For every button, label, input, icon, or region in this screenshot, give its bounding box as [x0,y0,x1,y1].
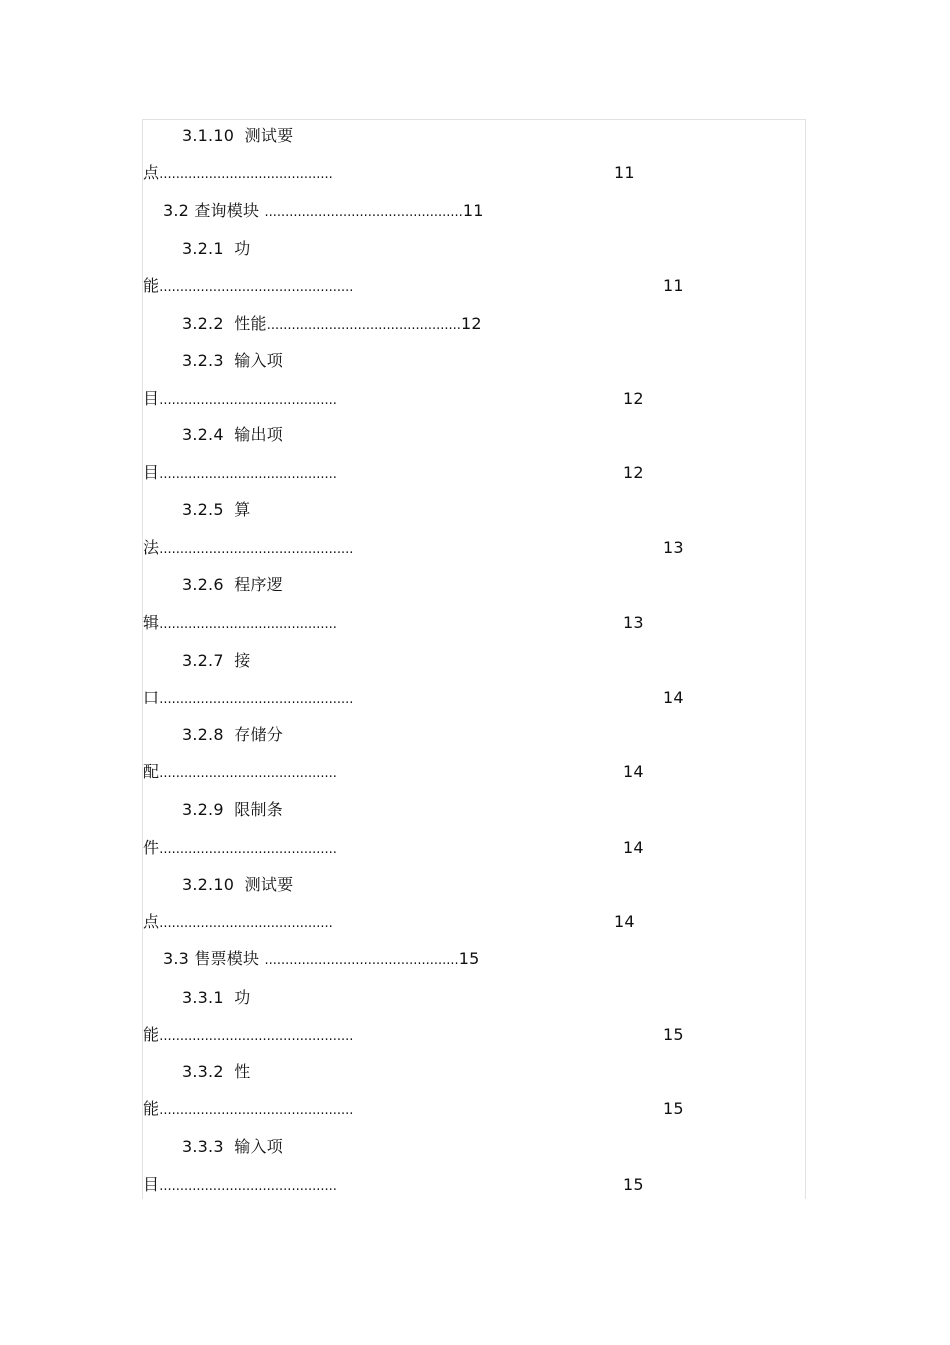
toc-entry-title: 程序逻 [234,575,283,594]
toc-entry-number: 3.2.10 [182,875,235,894]
toc-entry-3-2[interactable] [163,201,484,223]
toc-entry-continuation[interactable] [143,276,353,298]
toc-leader-dots: ........................................... [159,393,337,408]
toc-entry-number: 3.2.7 [182,651,224,670]
toc-page-number: 13 [623,613,644,632]
toc-entry-title: 输入项 [234,1137,283,1156]
toc-page-number: 15 [458,949,480,968]
toc-entry-title: 测试要 [244,875,294,894]
toc-entry-title: 测试要 [244,126,294,145]
toc-leader-dots: ........................................... [159,842,337,857]
toc-leader-dots: ........................................... [159,1179,337,1194]
toc-entry-title-end: 能 [143,1025,160,1044]
toc-entry-3-2-8[interactable] [182,725,283,745]
toc-leader-dots: ........................................... [159,766,337,781]
toc-entry-title: 算 [234,500,251,519]
toc-entry-3-3-1[interactable] [182,988,251,1008]
toc-entry-title-end: 件 [143,838,160,857]
toc-leader-dots: ............................................... [159,280,354,295]
toc-entry-3-2-6[interactable] [182,575,283,595]
toc-entry-continuation[interactable] [143,762,337,784]
toc-entry-title-end: 配 [143,762,160,781]
toc-entry-number: 3.3 [163,949,190,968]
toc-leader-dots: ............................................... [264,953,459,968]
toc-entry-title: 查询模块 [194,201,260,220]
toc-entry-title-end: 口 [143,688,160,707]
toc-entry-title-end: 目 [143,389,160,408]
toc-entry-number: 3.1.10 [182,126,235,145]
toc-entry-title: 功 [234,988,251,1007]
toc-entry-number: 3.3.3 [182,1137,224,1156]
toc-entry-title: 限制条 [234,800,283,819]
toc-entry-3-2-1[interactable] [182,239,251,259]
toc-entry-continuation[interactable] [143,463,337,485]
toc-entry-title: 输出项 [234,425,283,444]
toc-entry-3-3[interactable] [163,949,479,971]
toc-entry-number: 3.2.1 [182,239,224,258]
toc-leader-dots: ........................................... [159,467,337,482]
toc-page-number: 12 [623,389,644,408]
toc-entry-continuation[interactable] [143,838,337,860]
toc-page-number: 11 [462,201,484,220]
toc-entry-3-2-3[interactable] [182,351,283,371]
toc-entry-title: 售票模块 [194,949,260,968]
toc-entry-3-3-2[interactable] [182,1062,251,1082]
toc-entry-title-end: 目 [143,1175,160,1194]
toc-page-number: 12 [460,314,482,333]
toc-entry-3-2-7[interactable] [182,651,251,671]
toc-entry-continuation[interactable] [143,912,333,934]
toc-entry-continuation[interactable] [143,1175,337,1197]
toc-entry-title: 接 [234,651,251,670]
toc-entry-number: 3.2.4 [182,425,224,444]
toc-entry-title-end: 能 [143,276,160,295]
toc-entry-title-end: 点 [143,163,160,182]
toc-leader-dots: ........................................... [159,617,337,632]
toc-entry-title: 输入项 [234,351,283,370]
toc-entry-3-1-10[interactable] [182,126,293,146]
toc-entry-continuation[interactable] [143,389,337,411]
toc-entry-continuation[interactable] [143,688,353,710]
toc-entry-number: 3.2.2 [182,314,224,333]
toc-entry-continuation[interactable] [143,1025,353,1047]
toc-entry-title: 性 [234,1062,251,1081]
toc-page-number: 14 [623,762,644,781]
toc-entry-continuation[interactable] [143,538,353,560]
toc-page-number: 14 [614,912,635,931]
toc-entry-continuation[interactable] [143,613,337,635]
toc-leader-dots: ............................................... [159,1029,354,1044]
toc-entry-title: 存储分 [234,725,283,744]
toc-leader-dots: ................................................ [264,205,463,220]
toc-page-number: 11 [663,276,684,295]
toc-entry-title-end: 法 [143,538,160,557]
toc-page-number: 15 [663,1025,684,1044]
toc-entry-title: 性能 [234,314,267,333]
toc-entry-number: 3.2.8 [182,725,224,744]
toc-page-number: 15 [623,1175,644,1194]
toc-leader-dots: ............................................... [159,542,354,557]
toc-entry-3-2-9[interactable] [182,800,283,820]
toc-entry-continuation[interactable] [143,163,333,185]
toc-entry-number: 3.2.6 [182,575,224,594]
toc-entry-number: 3.2.9 [182,800,224,819]
toc-entry-title-end: 能 [143,1099,160,1118]
toc-page-number: 13 [663,538,684,557]
toc-entry-3-2-4[interactable] [182,425,283,445]
toc-page-number: 12 [623,463,644,482]
toc-entry-number: 3.2 [163,201,190,220]
toc-entry-number: 3.3.1 [182,988,224,1007]
toc-page-number: 15 [663,1099,684,1118]
toc-entry-title: 功 [234,239,251,258]
toc-leader-dots: ............................................... [159,692,354,707]
toc-entry-3-2-10[interactable] [182,875,293,895]
toc-leader-dots: .......................................... [159,916,333,931]
toc-page-number: 11 [614,163,635,182]
toc-leader-dots: ............................................... [266,318,461,333]
toc-entry-number: 3.2.3 [182,351,224,370]
toc-entry-3-2-2[interactable] [182,314,482,336]
toc-entry-continuation[interactable] [143,1099,353,1121]
toc-entry-title-end: 辑 [143,613,160,632]
toc-entry-title-end: 点 [143,912,160,931]
toc-leader-dots: ............................................... [159,1103,354,1118]
toc-entry-number: 3.2.5 [182,500,224,519]
toc-page-number: 14 [663,688,684,707]
toc-entry-3-3-3[interactable] [182,1137,283,1157]
toc-entry-title-end: 目 [143,463,160,482]
toc-entry-3-2-5[interactable] [182,500,251,520]
toc-entry-number: 3.3.2 [182,1062,224,1081]
toc-leader-dots: .......................................... [159,167,333,182]
toc-page-number: 14 [623,838,644,857]
